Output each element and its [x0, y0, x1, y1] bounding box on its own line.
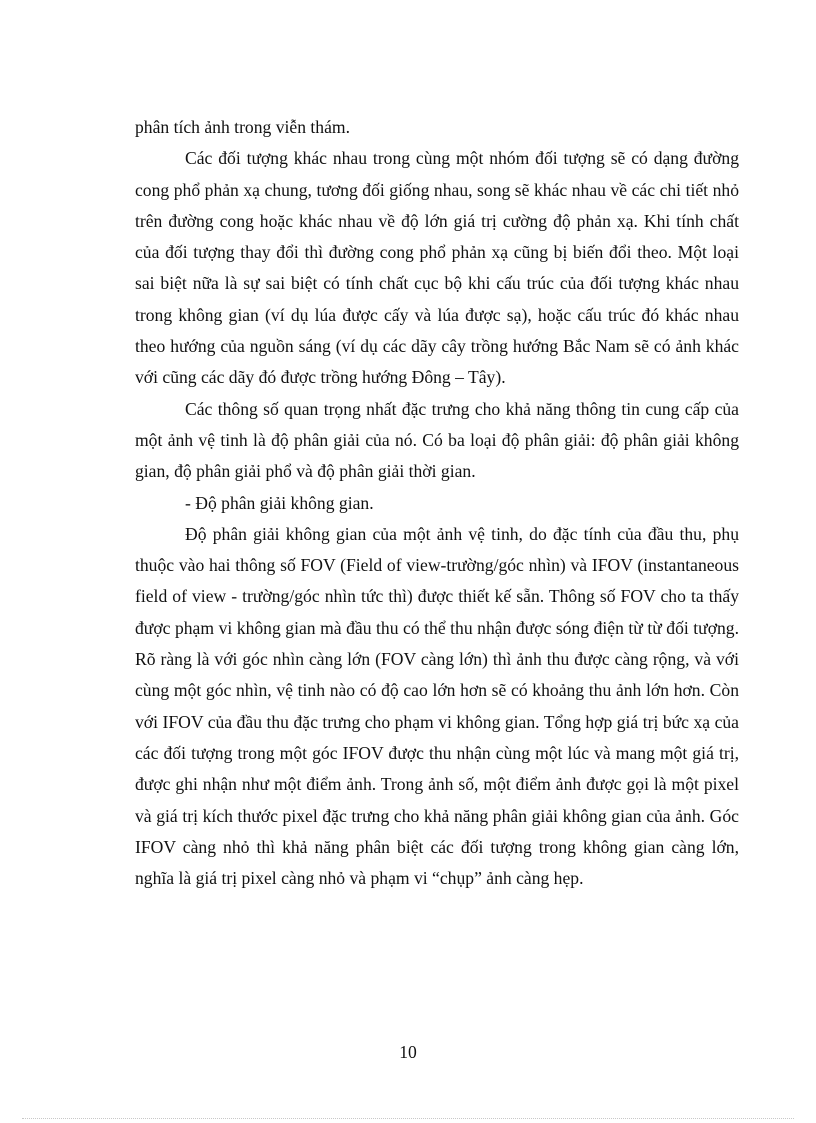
paragraph-spatial-resolution: Độ phân giải không gian của một ảnh vệ tinh, do đặc tính của đầu thu, phụ thuộc vào hai thông số FOV (Field of view-trường/góc nhìn) và IFOV (instantaneous field of view - trường/góc nhìn tức thì) được thiết kế sẵn. Thông số FOV cho ta thấy được phạm vi không gian mà đầu thu có thể thu nhận được sóng điện từ từ đối tượng. Rõ ràng là với góc nhìn càng lớn (FOV càng lớn) thì ảnh thu được càng rộng, và với cùng một góc nhìn, vệ tinh nào có độ cao lớn hơn sẽ có khoảng thu ảnh lớn hơn. Còn với IFOV của đầu thu đặc trưng cho phạm vi không gian. Tổng hợp giá trị bức xạ của các đối tượng trong một góc IFOV được thu nhận cùng một lúc và mang một giá trị, được ghi nhận như một điểm ảnh. Trong ảnh số, một điểm ảnh được gọi là một pixel và giá trị kích thước pixel đặc trưng cho khả năng phân giải không gian của ảnh. Góc IFOV càng nhỏ thì khả năng phân biệt các đối tượng trong không gian càng lớn, nghĩa là giá trị pixel càng nhỏ và phạm vi “chụp” ảnh càng hẹp.	[135, 523, 739, 889]
paragraph-continuation: phân tích ảnh trong viễn thám.	[135, 117, 350, 137]
body-text	[135, 112, 739, 894]
page-bottom-divider	[22, 1118, 794, 1119]
paragraph-resolution-parameters: Các thông số quan trọng nhất đặc trưng cho khả năng thông tin cung cấp của một ảnh vệ tinh là độ phân giải của nó. Có ba loại độ phân giải: độ phân giải không gian, độ phân giải phổ và độ phân giải thời gian.	[135, 398, 739, 482]
page-number: 10	[399, 1042, 417, 1062]
paragraph-spectral-curves: Các đối tượng khác nhau trong cùng một nhóm đối tượng sẽ có dạng đường cong phổ phản xạ chung, tương đối giống nhau, song sẽ khác nhau về các chi tiết nhỏ trên đường cong hoặc khác nhau về độ lớn giá trị cường độ phản xạ. Khi tính chất của đối tượng thay đổi thì đường cong phổ phản xạ cũng bị biến đổi theo. Một loại sai biệt nữa là sự sai biệt có tính chất cục bộ khi cấu trúc của đối tượng khác nhau trong không gian (ví dụ lúa được cấy và lúa được sạ), hoặc cấu trúc đó khác nhau theo hướng của nguồn sáng (ví dụ các dãy cây trồng hướng Bắc Nam sẽ có ảnh khác với cũng các dãy đó được trồng hướng Đông – Tây).	[135, 148, 739, 388]
section-heading-spatial-resolution: - Độ phân giải không gian.	[185, 492, 374, 513]
